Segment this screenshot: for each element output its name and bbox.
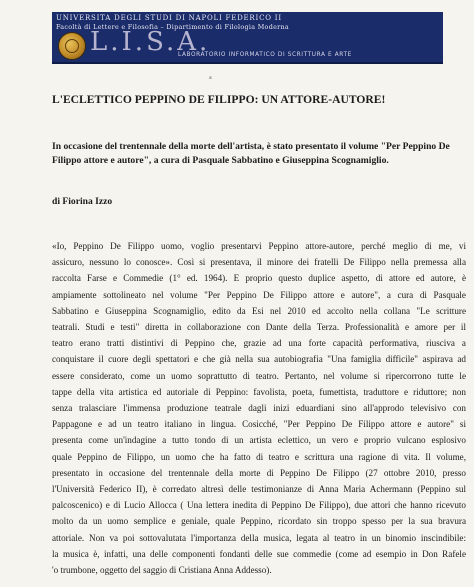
article-author: di Fiorina Izzo — [52, 196, 113, 207]
body-line: ampiamente sottolineato nel volume "Per Peppino De Filippo attore e autore", a cura di Pasquale — [52, 289, 466, 300]
article-body — [52, 238, 466, 578]
body-line: teatrali. Studi e testi" diretta in collaborazione con Dante della Terza. Professionalità e amore per il — [52, 322, 466, 333]
university-name: UNIVERSITA DEGLI STUDI DI NAPOLI FEDERICO II — [56, 14, 282, 22]
body-line: attoriale. Non va poi sottovalutata l'importanza della musica, legata al teatro in un binomio inscindibile: — [52, 532, 466, 543]
body-line: tappe della vita artistica ed autoriale di Peppino: favolista, poeta, fumettista, traduttore e riduttore; non — [52, 386, 466, 397]
lisa-logo: L.I.S.A. — [90, 27, 211, 57]
body-line: raccolta Farse e Commedie (1° ed. 1964). E proprio questo duplice aspetto, di attore ed autore, è — [52, 273, 466, 284]
body-line: conquistare il cuore degli spettatori e che già nella sua autobiografia "Una famiglia difficile" aspirava ad — [52, 354, 466, 365]
body-line: «Io, Peppino De Filippo uomo, voglio presentarvi Peppino attore-autore, perché meglio di me, vi — [52, 241, 466, 251]
body-line: 'o trumbone, oggetto del saggio di Cristiana Anna Addesso). — [52, 565, 272, 576]
body-line: presentato in occasione del trentennale della morte di Peppino De Filippo (27 ottobre 2010, presso — [52, 467, 466, 478]
body-line: la musica è, infatti, una delle componenti fondanti delle sue commedie (come ad esempio in Don Rafele — [52, 548, 466, 559]
body-line: palcoscenico) e di Lucio Allocca ( Una lettera inedita di Peppino De Filippo), due attori che hanno ricevuto — [52, 500, 466, 511]
body-line: Pappagone e ad un teatro italiano in lingua. Cosicché, "Per Peppino De Filippo attore e autore" si — [52, 419, 466, 430]
body-line: senza tralasciare l'immensa produzione teatrale dagli inizi eduardiani sino all'approdo televisivo con — [52, 403, 466, 414]
body-line: essere considerato, come un uomo soprattutto di teatro. Pertanto, nel volume si ripercorrono tutte le — [52, 370, 466, 381]
lisa-subtitle: LABORATORIO INFORMATICO DI SCRITTURA E ARTE — [178, 52, 352, 58]
body-line: presenta come un'indagine a tutto tondo di un artista eclettico, un vero e proprio vulcano esplosivo — [52, 435, 466, 446]
page-mark: a — [209, 75, 212, 81]
body-line: quale Peppino de Filippo, un uomo che ha fatto di teatro e scrittura una ragione di vita. Il volume, — [52, 451, 466, 462]
article-intro: In occasione del trentennale della morte dell'artista, è stato presentato il volume "Per Peppino De Filippo attore e autore", a cura di Pasquale Sabbatino e Giuseppina Scognamiglio. — [52, 141, 450, 166]
body-line: l'Università Federico II), è corredato altresì delle testimonianze di Anna Maria Achermann (Peppino sul — [52, 484, 466, 495]
lisa-header-banner — [52, 12, 443, 64]
article-title: L'ECLETTICO PEPPINO DE FILIPPO: UN ATTORE-AUTORE! — [52, 93, 386, 106]
body-line: assicuro, nessuno lo conosce». Così si presentava, il minore dei fratelli De Filippo nella premessa alla — [52, 257, 466, 268]
body-line: teatro erano tratti distintivi di Peppino che, grazie ad una forte capacità performativa, riusciva a — [52, 338, 466, 349]
faculty-name: Facoltà di Lettere e Filosofia – Dipartimento di Filologia Moderna — [56, 23, 290, 31]
body-line: Sabbatino e Giuseppina Scognamiglio, edito da Esi nel 2010 ed accolto nella collana "Le scritture — [52, 305, 466, 316]
university-seal-icon — [58, 32, 86, 60]
body-line: molto da un uomo semplice e geniale, quale Peppino, ricordato sin troppo spesso per la sua bravura — [52, 516, 466, 527]
